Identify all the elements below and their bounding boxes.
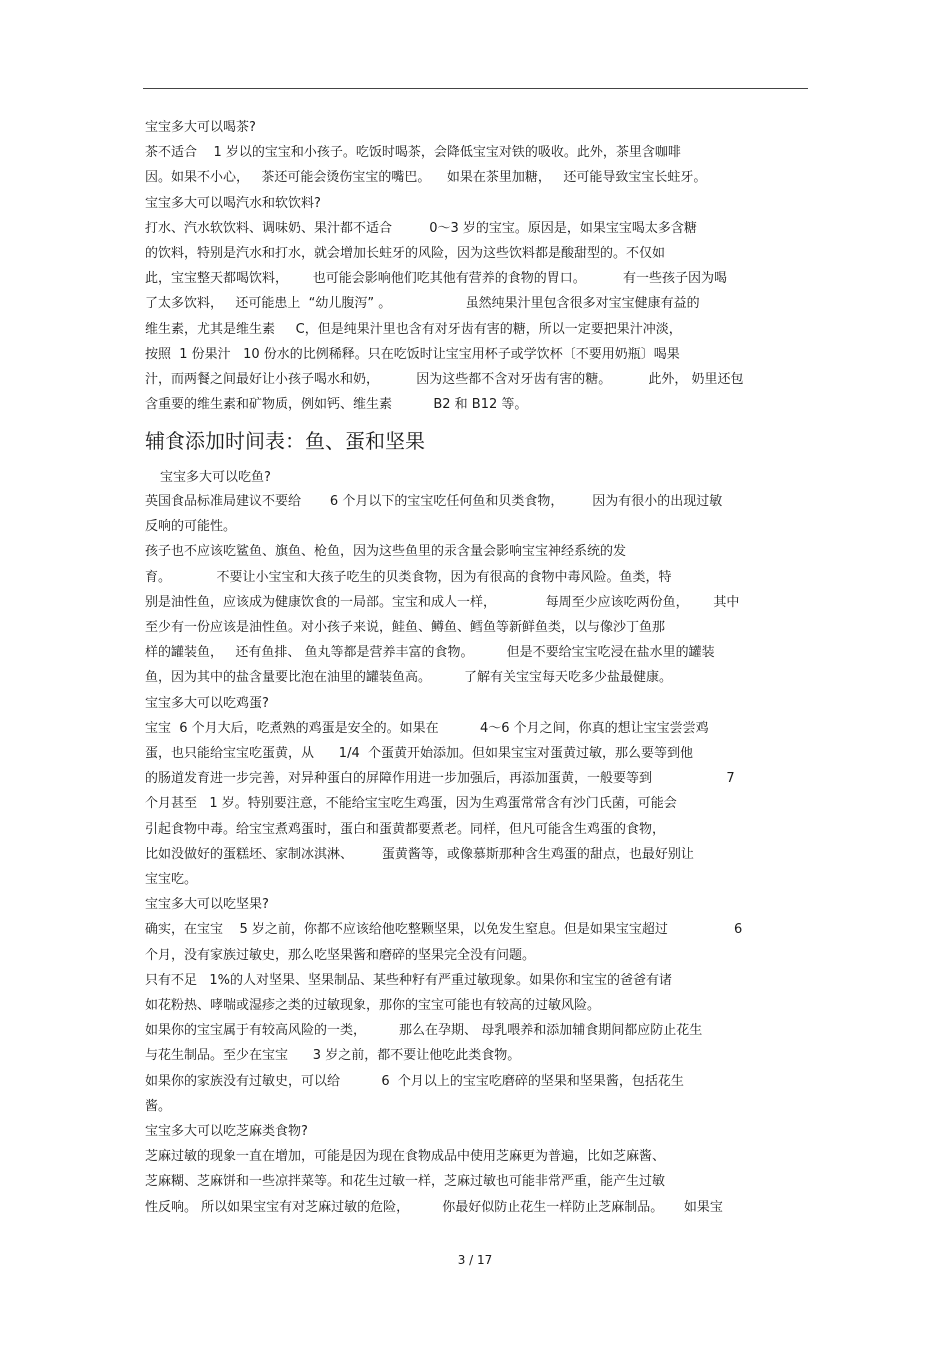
section-heading: 辅食添加时间表：鱼、蛋和坚果 [145, 429, 425, 453]
text-line: 宝宝多大可以吃芝麻类食物? [145, 1124, 308, 1139]
text-line: 个月，没有家族过敏史，那么吃坚果酱和磨碎的坚果完全没有问题。 [145, 947, 536, 963]
text-line: 样的罐装鱼， 还有鱼排、 鱼丸等都是营养丰富的食物。 但是不要给宝宝吃浸在盐水里的罐装 [145, 645, 715, 661]
text-line: 鱼，因为其中的盐含量要比泡在油里的罐装鱼高。 了解有关宝宝每天吃多少盐最健康。 [145, 670, 673, 686]
text-line: 确实，在宝宝 5 岁之前，你都不应该给他吃整颗坚果，以免发生窒息。但是如果宝宝超过 6 [145, 922, 743, 938]
text-line: 宝宝 6 个月大后，吃煮熟的鸡蛋是安全的。如果在 4～6 个月之间，你真的想让宝宝尝尝鸡 [145, 720, 709, 736]
text-line: 比如没做好的蛋糕坯、家制冰淇淋、 蛋黄酱等，或像慕斯那种含生鸡蛋的甜点，也最好别让 [145, 846, 694, 862]
text-line: 含重要的维生素和矿物质，例如钙、维生素 B2 和 B12 等。 [145, 397, 528, 413]
text-line: 育。 不要让小宝宝和大孩子吃生的贝类食物，因为有很高的食物中毒风险。鱼类，特 [145, 569, 672, 585]
text-line: 个月甚至 1 岁。特别要注意，不能给宝宝吃生鸡蛋，因为生鸡蛋常常含有沙门氏菌，可能会 [145, 796, 677, 812]
text-line: 的饮料，特别是汽水和打水，就会增加长蛀牙的风险，因为这些饮料都是酸甜型的。不仅如 [145, 246, 666, 261]
header-rule [143, 88, 808, 89]
text-line: 至少有一份应该是油性鱼。对小孩子来说，鲑鱼、鳟鱼、鳕鱼等新鲜鱼类，以与像沙丁鱼那 [145, 620, 666, 635]
text-line: 宝宝多大可以吃坚果? [145, 897, 269, 913]
fish-question: 宝宝多大可以吃鱼? [160, 470, 271, 485]
text-line: 宝宝多大可以喝汽水和软饮料? [145, 195, 321, 211]
text-line: 宝宝多大可以吃鸡蛋? [145, 695, 269, 711]
text-line: 维生素，尤其是维生素 C，但是纯果汁里也含有对牙齿有害的糖，所以一定要把果汁冲淡， [145, 321, 682, 337]
text-line: 蛋，也只能给宝宝吃蛋黄，从 1/4 个蛋黄开始添加。但如果宝宝对蛋黄过敏，那么要等到他 [145, 746, 693, 761]
text-line: 芝麻过敏的现象一直在增加，可能是因为现在食物成品中使用芝麻更为普遍，比如芝麻酱、 [145, 1149, 666, 1165]
text-line: 如果你的家族没有过敏史，可以给 6 个月以上的宝宝吃磨碎的坚果和坚果酱，包括花生 [145, 1073, 684, 1089]
text-line: 只有不足 1%的人对坚果、坚果制品、某些种籽有严重过敏现象。如果你和宝宝的爸爸有诸 [145, 972, 673, 988]
text-line: 如果你的宝宝属于有较高风险的一类， 那么在孕期、 母乳喂养和添加辅食期间都应防止花生 [145, 1023, 703, 1039]
text-line: 打水、汽水软饮料、调味奶、果汁都不适合 0～3 岁的宝宝。原因是，如果宝宝喝太多含糖 [145, 220, 697, 236]
text-line: 芝麻糊、芝麻饼和一些凉拌菜等。和花生过敏一样，芝麻过敏也可能非常严重，能产生过敏 [145, 1174, 666, 1190]
text-line: 宝宝吃。 [145, 872, 198, 887]
text-line: 宝宝多大可以喝茶? [145, 120, 256, 135]
page-number: 3 / 17 [457, 1253, 493, 1267]
text-line: 别是油性鱼，应该成为健康饮食的一局部。宝宝和成人一样， 每周至少应该吃两份鱼， 其中 [145, 594, 740, 610]
text-line: 英国食品标准局建议不要给 6 个月以下的宝宝吃任何鱼和贝类食物， 因为有很小的出现过敏 [145, 494, 723, 509]
text-line: 茶不适合 1 岁以的宝宝和小孩子。吃饭时喝茶，会降低宝宝对铁的吸收。此外，茶里含咖啡 [145, 145, 681, 161]
text-line: 汁，而两餐之间最好让小孩子喝水和奶， 因为这些都不含对牙齿有害的糖。 此外， 奶里还包 [145, 372, 744, 387]
text-line: 反响的可能性。 [145, 519, 237, 535]
text-line: 了太多饮料， 还可能患上 “幼儿腹泻” 。 虽然纯果汁里包含很多对宝宝健康有益的 [145, 296, 700, 312]
text-line: 的肠道发育进一步完善，对异种蛋白的屏障作用进一步加强后，再添加蛋黄，一般要等到 7 [145, 771, 735, 787]
text-line: 孩子也不应该吃鲨鱼、旗鱼、枪鱼，因为这些鱼里的汞含量会影响宝宝神经系统的发 [145, 544, 627, 560]
text-line: 因。如果不小心， 茶还可能会烫伤宝宝的嘴巴。 如果在茶里加糖， 还可能导致宝宝长蛀牙。 [145, 170, 707, 186]
text-line: 性反响。 所以如果宝宝有对芝麻过敏的危险， 你最好似防止花生一样防止芝麻制品。 如果宝 [145, 1199, 723, 1215]
text-line: 按照 1 份果汁 10 份水的比例稀释。只在吃饭时让宝宝用杯子或学饮杯〔不要用奶瓶〕喝果 [145, 346, 680, 362]
text-line: 引起食物中毒。给宝宝煮鸡蛋时，蛋白和蛋黄都要煮老。同样，但凡可能含生鸡蛋的食物， [145, 821, 666, 837]
text-line: 酱。 [145, 1098, 172, 1114]
text-line: 此，宝宝整天都喝饮料， 也可能会影响他们吃其他有营养的食物的胃口。 有一些孩子因为喝 [145, 271, 727, 287]
text-line: 如花粉热、哮喘或湿疹之类的过敏现象，那你的宝宝可能也有较高的过敏风险。 [145, 998, 601, 1013]
text-line: 与花生制品。至少在宝宝 3 岁之前，都不要让他吃此类食物。 [145, 1048, 521, 1064]
